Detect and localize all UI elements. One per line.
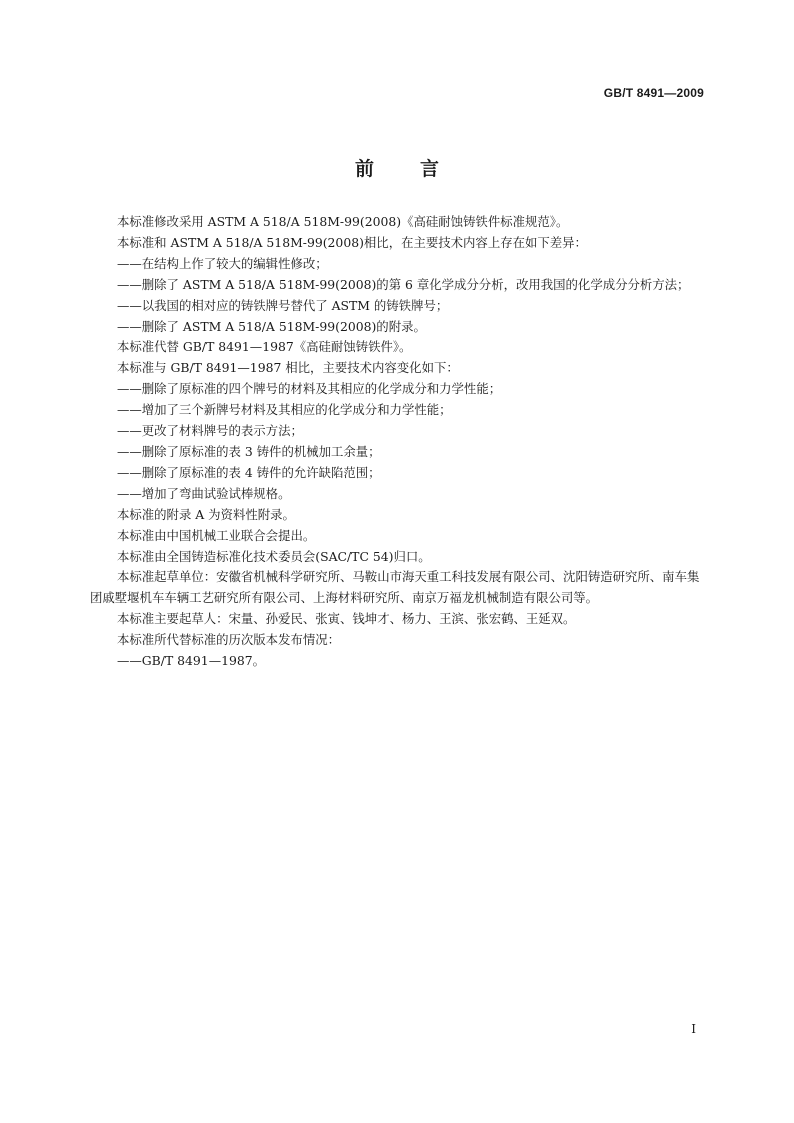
list-item: ——删除了原标准的四个牌号的材料及其相应的化学成分和力学性能；: [117, 381, 502, 397]
paragraph: 本标准代替 GB/T 8491—1987《高硅耐蚀铸铁件》。: [117, 339, 412, 355]
paragraph: 本标准由中国机械工业联合会提出。: [117, 527, 316, 543]
paragraph: 本标准起草单位：安徽省机械科学研究所、马鞍山市海天重工科技发展有限公司、沈阳铸造研究所、南车集团戚墅堰机车车辆工艺研究所有限公司、上海材料研究所、南京万福龙机械制造有限公司等。: [90, 569, 700, 606]
list-item: ——GB/T 8491—1987。: [117, 653, 266, 669]
list-item: ——更改了材料牌号的表示方法；: [117, 423, 303, 439]
list-item: ——删除了 ASTM A 518/A 518M-99(2008)的附录。: [117, 318, 426, 334]
paragraph: 本标准所代替标准的历次版本发布情况：: [117, 632, 341, 648]
list-item: ——在结构上作了较大的编辑性修改；: [117, 255, 328, 271]
page-number: I: [691, 1022, 696, 1036]
standard-code: GB/T 8491—2009: [603, 86, 704, 100]
list-item: ——删除了原标准的表 3 铸件的机械加工余量；: [117, 443, 381, 459]
list-item: ——增加了三个新牌号材料及其相应的化学成分和力学性能；: [117, 402, 452, 418]
page-title: 前言: [354, 158, 485, 180]
list-item: ——以我国的相对应的铸铁牌号替代了 ASTM 的铸铁牌号；: [117, 297, 449, 313]
foreword-body: [90, 212, 710, 672]
paragraph: 本标准与 GB/T 8491—1987 相比，主要技术内容变化如下：: [117, 360, 459, 376]
list-item: ——删除了原标准的表 4 铸件的允许缺陷范围；: [117, 464, 381, 480]
list-item: ——增加了弯曲试验试棒规格。: [117, 485, 291, 501]
paragraph: 本标准的附录 A 为资料性附录。: [117, 506, 295, 522]
paragraph: 本标准修改采用 ASTM A 518/A 518M-99(2008)《高硅耐蚀铸铁件标准规范》。: [117, 214, 569, 229]
paragraph: 本标准主要起草人：宋量、孙爱民、张寅、钱坤才、杨力、王滨、张宏鹤、王延双。: [117, 611, 576, 627]
list-item: ——删除了 ASTM A 518/A 518M-99(2008)的第 6 章化学成分分析，改用我国的化学成分分析方法；: [117, 276, 690, 292]
paragraph: 本标准和 ASTM A 518/A 518M-99(2008)相比，在主要技术内容上存在如下差异：: [117, 234, 587, 250]
paragraph: 本标准由全国铸造标准化技术委员会(SAC/TC 54)归口。: [117, 548, 431, 564]
